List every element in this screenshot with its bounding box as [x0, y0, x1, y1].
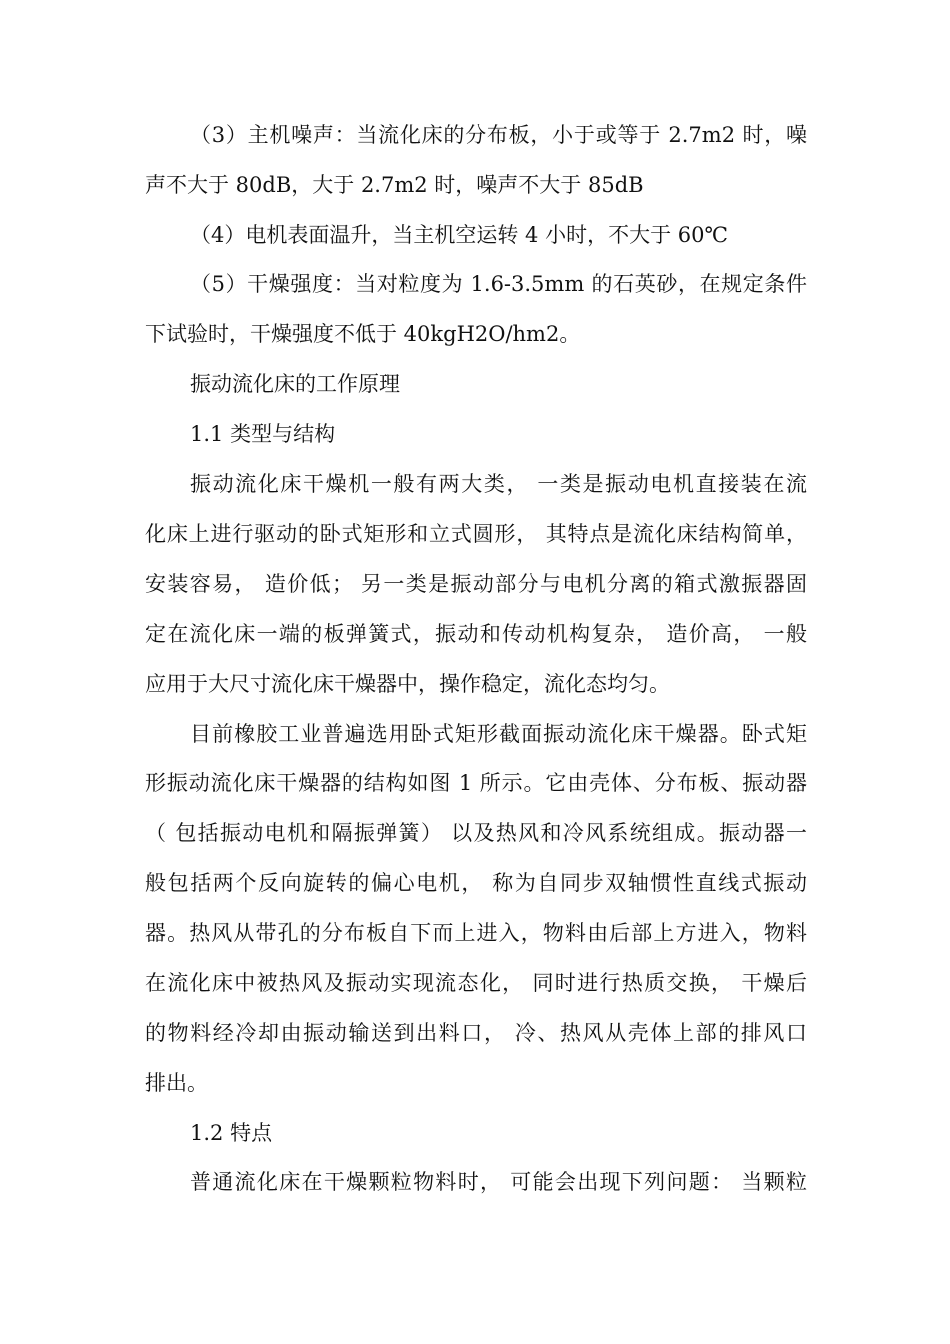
- paragraph-line: 定在流化床一端的板弹簧式，振动和传动机构复杂， 造价高， 一般: [145, 622, 807, 646]
- section-heading: 振动流化床的工作原理: [190, 372, 400, 396]
- paragraph-line: 目前橡胶工业普遍选用卧式矩形截面振动流化床干燥器。卧式矩: [190, 722, 807, 746]
- paragraph-line: 般包括两个反向旋转的偏心电机， 称为自同步双轴惯性直线式振动: [145, 871, 807, 895]
- paragraph-line: 化床上进行驱动的卧式矩形和立式圆形， 其特点是流化床结构简单，: [145, 522, 807, 546]
- paragraph-line: 形振动流化床干燥器的结构如图 1 所示。它由壳体、分布板、振动器: [145, 771, 807, 795]
- paragraph-line: 应用于大尺寸流化床干燥器中，操作稳定，流化态均匀。: [145, 672, 670, 696]
- paragraph-line: （5）干燥强度：当对粒度为 1.6-3.5mm 的石英砂，在规定条件: [190, 272, 807, 296]
- paragraph-line: （ 包括振动电机和隔振弹簧） 以及热风和冷风系统组成。振动器一: [145, 821, 807, 845]
- paragraph-line: 安装容易， 造价低； 另一类是振动部分与电机分离的箱式激振器固: [145, 572, 807, 596]
- paragraph-line: 下试验时，干燥强度不低于 40kgH2O/hm2。: [145, 322, 581, 346]
- subsection-heading: 1.1 类型与结构: [190, 422, 336, 446]
- paragraph-line: 声不大于 80dB，大于 2.7m2 时，噪声不大于 85dB: [145, 173, 644, 197]
- paragraph-line: 器。热风从带孔的分布板自下而上进入，物料由后部上方进入，物料: [145, 921, 807, 945]
- paragraph-line: 振动流化床干燥机一般有两大类， 一类是振动电机直接装在流: [190, 472, 807, 496]
- paragraph-line: （4）电机表面温升，当主机空运转 4 小时，不大于 60℃: [190, 223, 728, 247]
- paragraph-line: （3）主机噪声：当流化床的分布板，小于或等于 2.7m2 时，噪: [190, 123, 807, 147]
- paragraph-line: 的物料经冷却由振动输送到出料口， 冷、热风从壳体上部的排风口: [145, 1021, 807, 1045]
- paragraph-line: 普通流化床在干燥颗粒物料时， 可能会出现下列问题： 当颗粒: [190, 1170, 807, 1194]
- paragraph-line: 在流化床中被热风及振动实现流态化， 同时进行热质交换， 干燥后: [145, 971, 807, 995]
- subsection-heading: 1.2 特点: [190, 1121, 273, 1145]
- paragraph-line: 排出。: [145, 1071, 208, 1095]
